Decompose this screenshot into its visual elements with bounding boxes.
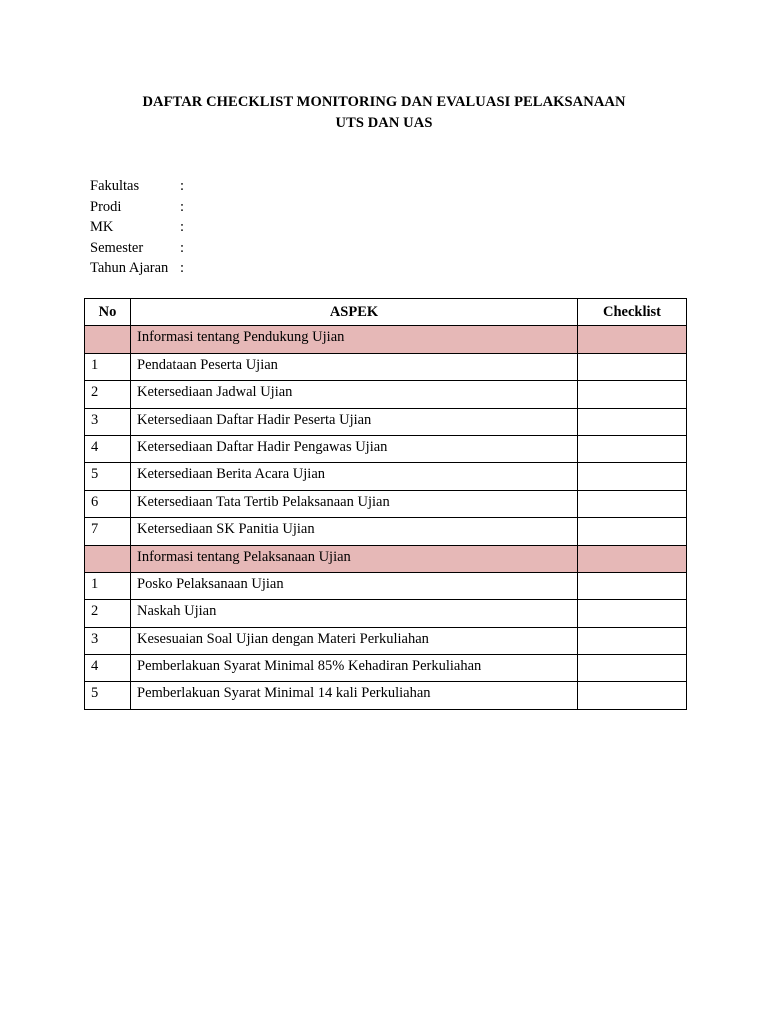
- info-label-prodi: Prodi: [90, 198, 122, 215]
- row-aspek: Posko Pelaksanaan Ujian: [131, 572, 578, 599]
- row-checklist-cell[interactable]: [578, 627, 687, 654]
- info-label-fakultas: Fakultas: [90, 178, 140, 194]
- info-row-tahun-ajaran: [90, 258, 184, 279]
- info-colon: :: [180, 178, 185, 194]
- section-title: Informasi tentang Pendukung Ujian: [131, 326, 578, 353]
- document-title-line-1: DAFTAR CHECKLIST MONITORING DAN EVALUASI PELAKSANAAN: [142, 94, 626, 110]
- row-checklist-cell[interactable]: [578, 600, 687, 627]
- info-colon: :: [180, 239, 185, 256]
- row-aspek: Naskah Ujian: [131, 600, 578, 627]
- info-row-fakultas: [90, 176, 184, 197]
- info-row-prodi: [90, 197, 184, 218]
- section-no-cell: [85, 326, 131, 353]
- table-row: [85, 408, 687, 435]
- info-colon: :: [180, 260, 185, 277]
- table-row: [85, 518, 687, 545]
- table-row: [85, 463, 687, 490]
- info-row-mk: [90, 217, 184, 238]
- row-aspek: Ketersediaan Berita Acara Ujian: [131, 463, 578, 490]
- info-label-semester: Semester: [90, 239, 144, 256]
- row-aspek: Ketersediaan SK Panitia Ujian: [131, 518, 578, 545]
- row-no: 5: [85, 682, 131, 709]
- row-aspek: Ketersediaan Tata Tertib Pelaksanaan Ujian: [131, 490, 578, 517]
- row-checklist-cell[interactable]: [578, 435, 687, 462]
- row-checklist-cell[interactable]: [578, 655, 687, 682]
- row-no: 3: [85, 408, 131, 435]
- row-aspek: Ketersediaan Daftar Hadir Pengawas Ujian: [131, 435, 578, 462]
- row-no: 1: [85, 353, 131, 380]
- table-row: [85, 600, 687, 627]
- row-checklist-cell[interactable]: [578, 572, 687, 599]
- table-row: [85, 490, 687, 517]
- row-aspek: Kesesuaian Soal Ujian dengan Materi Perkuliahan: [131, 627, 578, 654]
- row-checklist-cell[interactable]: [578, 490, 687, 517]
- section-no-cell: [85, 545, 131, 572]
- info-colon: :: [180, 219, 185, 236]
- info-row-semester: [90, 238, 184, 259]
- row-no: 5: [85, 463, 131, 490]
- checklist-table: [84, 298, 687, 710]
- row-no: 2: [85, 381, 131, 408]
- header-aspek: ASPEK: [131, 299, 578, 326]
- row-checklist-cell[interactable]: [578, 682, 687, 709]
- table-row: [85, 655, 687, 682]
- section-checklist-cell: [578, 326, 687, 353]
- row-aspek: Ketersediaan Jadwal Ujian: [131, 381, 578, 408]
- row-aspek: Pemberlakuan Syarat Minimal 14 kali Perkuliahan: [131, 682, 578, 709]
- row-checklist-cell[interactable]: [578, 408, 687, 435]
- info-fields: [90, 176, 184, 279]
- row-no: 2: [85, 600, 131, 627]
- row-checklist-cell[interactable]: [578, 463, 687, 490]
- section-checklist-cell: [578, 545, 687, 572]
- row-aspek: Pendataan Peserta Ujian: [131, 353, 578, 380]
- row-no: 1: [85, 572, 131, 599]
- info-label-tahun-ajaran: Tahun Ajaran: [90, 260, 169, 277]
- info-colon: :: [180, 198, 185, 215]
- row-aspek: Ketersediaan Daftar Hadir Peserta Ujian: [131, 408, 578, 435]
- section-row: [85, 545, 687, 572]
- table-row: [85, 353, 687, 380]
- table-row: [85, 627, 687, 654]
- table-row: [85, 572, 687, 599]
- table-row: [85, 381, 687, 408]
- row-checklist-cell[interactable]: [578, 381, 687, 408]
- row-no: 6: [85, 490, 131, 517]
- row-checklist-cell[interactable]: [578, 353, 687, 380]
- table-row: [85, 682, 687, 709]
- section-title: Informasi tentang Pelaksanaan Ujian: [131, 545, 578, 572]
- table-header-row: [85, 299, 687, 326]
- row-no: 7: [85, 518, 131, 545]
- row-no: 4: [85, 435, 131, 462]
- header-checklist: Checklist: [578, 299, 687, 326]
- document-title-line-2: UTS DAN UAS: [335, 115, 433, 131]
- table-row: [85, 435, 687, 462]
- section-row: [85, 326, 687, 353]
- row-aspek: Pemberlakuan Syarat Minimal 85% Kehadiran Perkuliahan: [131, 655, 578, 682]
- info-label-mk: MK: [90, 219, 114, 236]
- row-no: 4: [85, 655, 131, 682]
- row-no: 3: [85, 627, 131, 654]
- row-checklist-cell[interactable]: [578, 518, 687, 545]
- header-no: No: [85, 299, 131, 326]
